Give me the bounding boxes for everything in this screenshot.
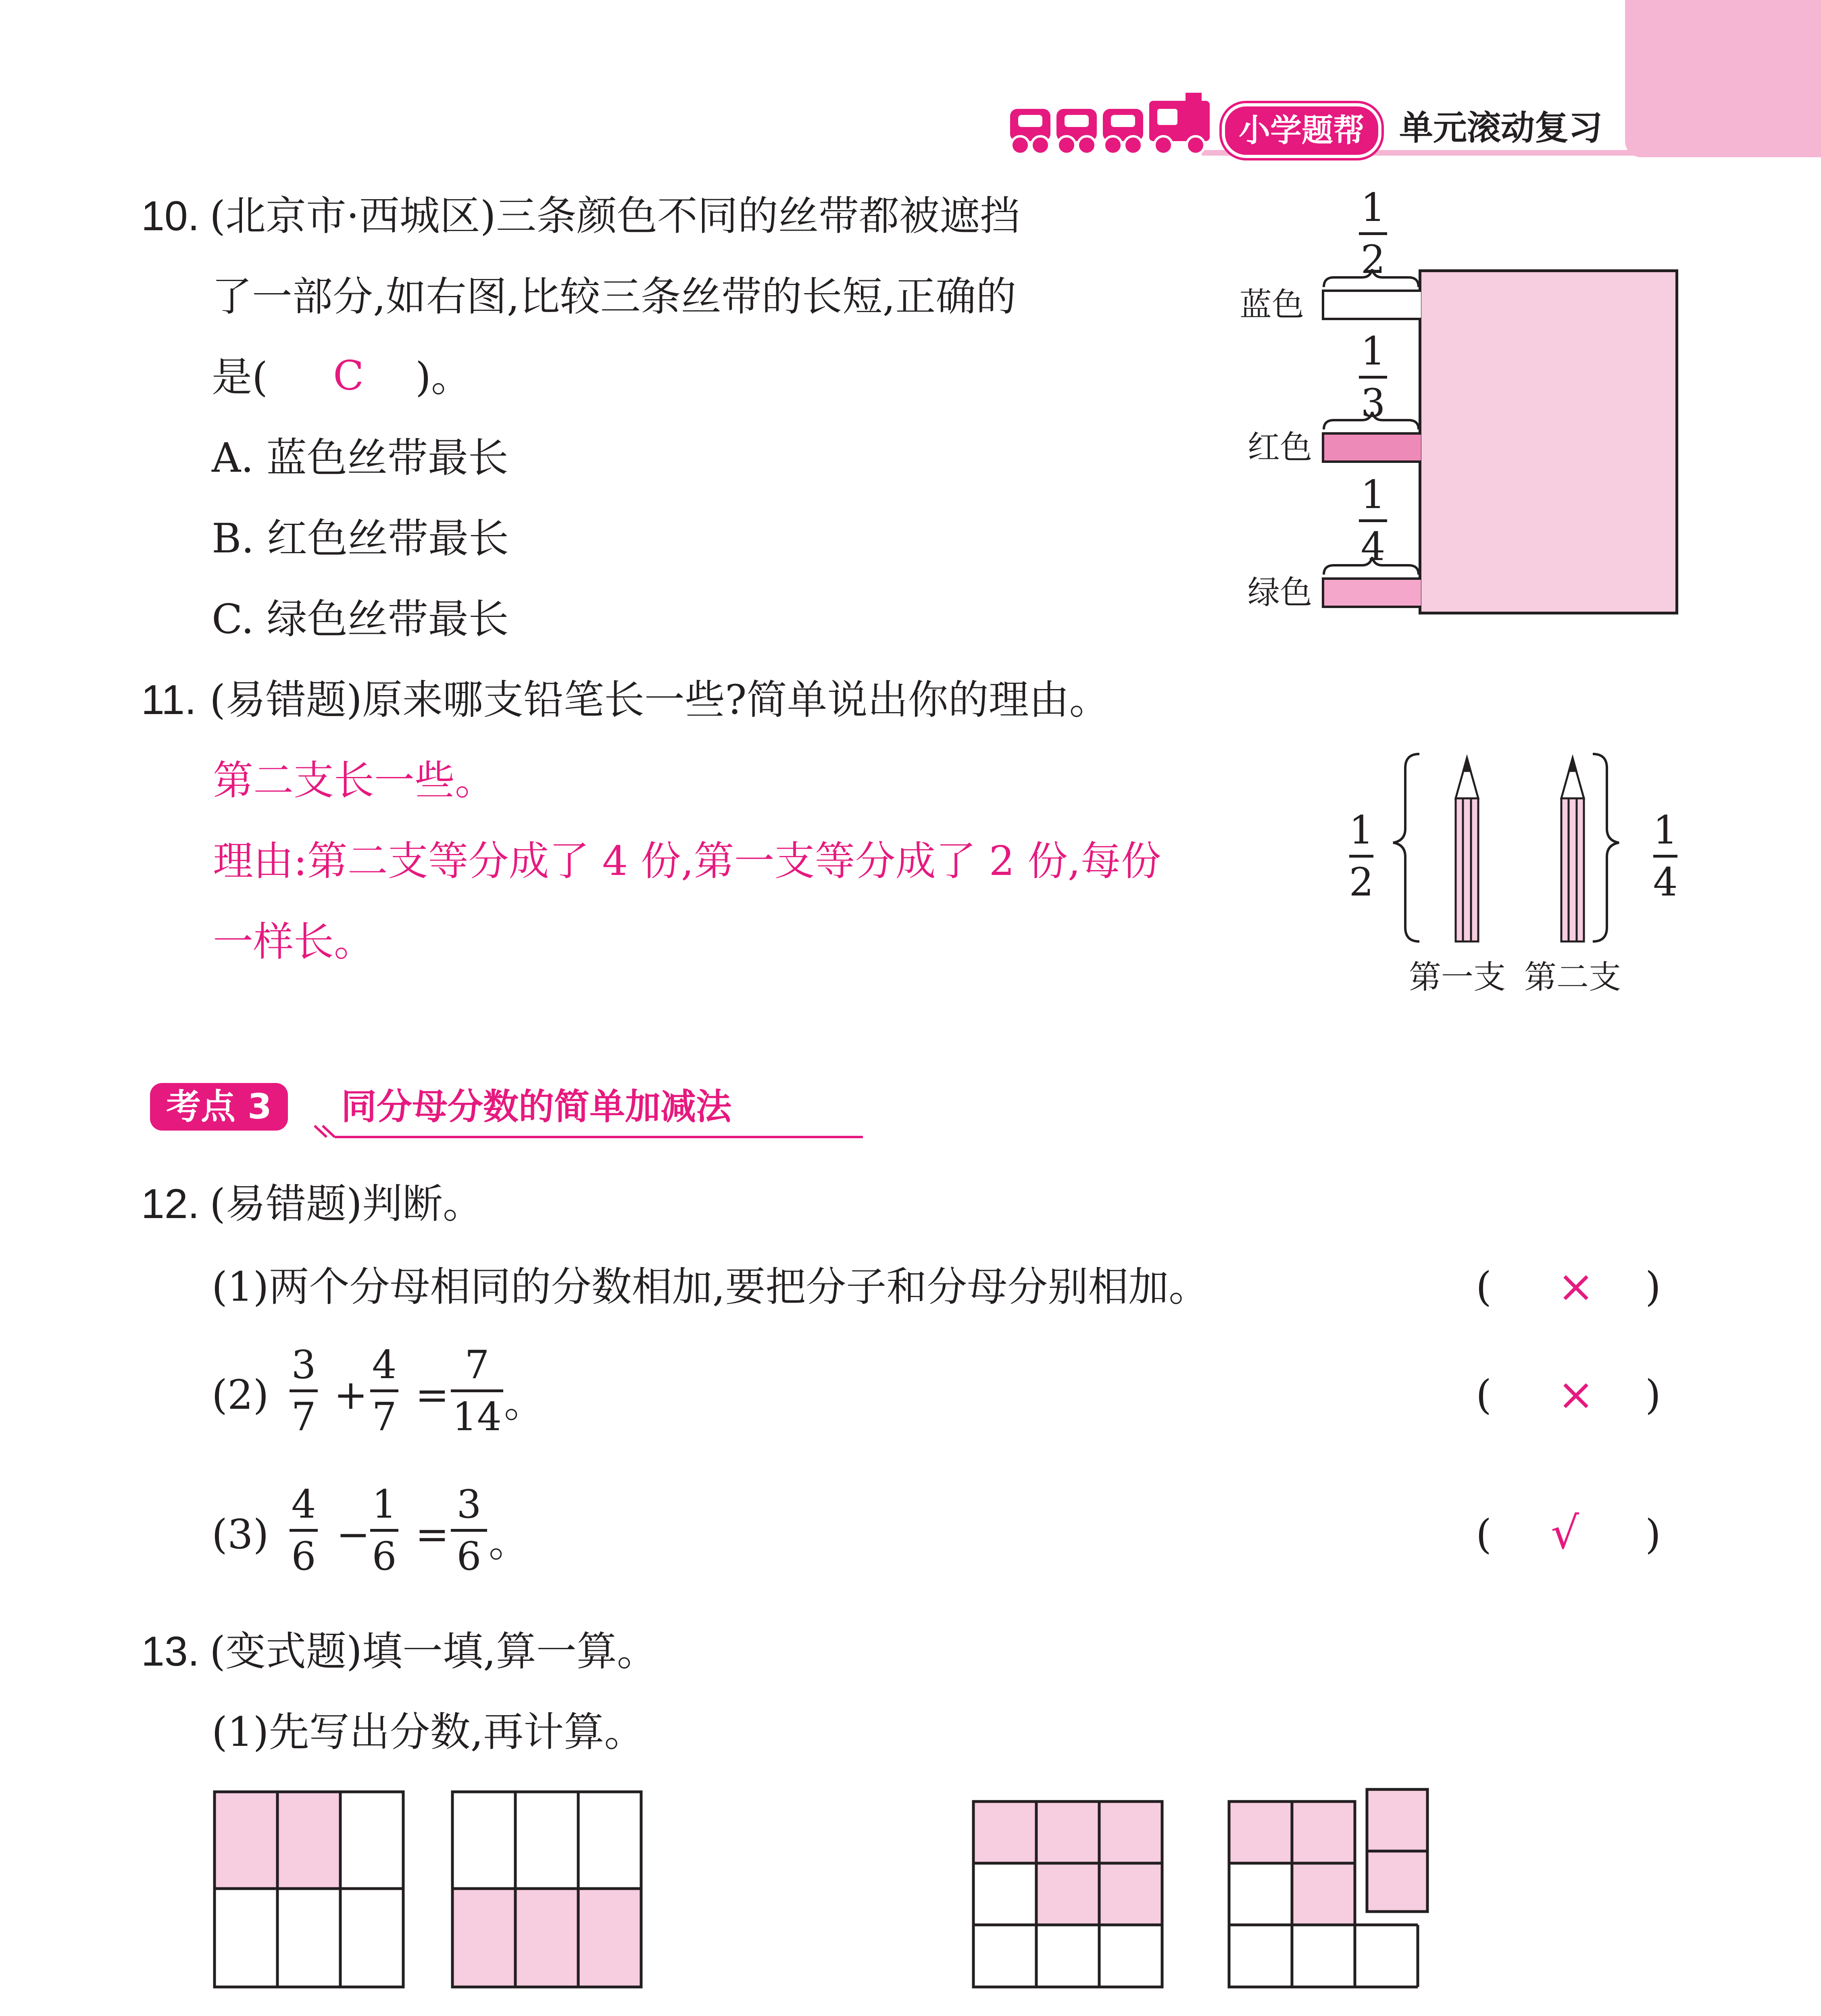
q12-item1-paren-close: ) xyxy=(1645,1263,1661,1310)
grid-3-sixths xyxy=(451,1790,644,1990)
fraction-numerator: 1 xyxy=(1653,808,1678,853)
q11-stem: (易错题)原来哪支铅笔长一些?简单说出你的理由。 xyxy=(210,676,1110,723)
q12-item3-fraction-c xyxy=(451,1482,487,1579)
fraction-numerator: 1 xyxy=(372,1482,397,1527)
q12-item1-paren-open: ( xyxy=(1476,1263,1492,1310)
fraction-numerator: 1 xyxy=(1361,472,1386,517)
fraction-numerator: 1 xyxy=(1349,808,1374,853)
fraction-denominator: 7 xyxy=(372,1394,397,1439)
q13-stem: (变式题)填一填,算一算。 xyxy=(210,1628,657,1675)
q12-item3-fraction-a xyxy=(290,1482,318,1579)
pencils-figure xyxy=(1359,750,1649,952)
fraction-denominator: 14 xyxy=(452,1394,502,1439)
ribbon-green-fraction xyxy=(1359,473,1387,569)
ribbon-red-fraction xyxy=(1359,329,1387,425)
q10-number: 10. xyxy=(141,193,200,240)
q10-stem-line2: 了一部分,如右图,比较三条丝带的长短,正确的 xyxy=(212,273,1017,320)
q12-item2-paren-close: ) xyxy=(1645,1371,1661,1418)
section-underline xyxy=(310,1121,867,1145)
fraction-numerator: 7 xyxy=(465,1342,490,1387)
q12-item3-op: − xyxy=(336,1511,370,1558)
grid-5-ninths xyxy=(972,1800,1165,1989)
fraction-denominator: 4 xyxy=(1361,524,1386,569)
q12-item2-paren-open: ( xyxy=(1476,1371,1492,1418)
q10-stem-line1: (北京市·西城区)三条颜色不同的丝带都被遮挡 xyxy=(210,192,1020,240)
q12-item2-fraction-a xyxy=(290,1343,318,1439)
pencil2-fraction xyxy=(1653,808,1677,904)
ribbon-red-label: 红色 xyxy=(1248,429,1312,466)
fraction-denominator: 6 xyxy=(372,1534,397,1579)
q10-stem-line3-post: )。 xyxy=(415,354,472,401)
q12-stem: (易错题)判断。 xyxy=(210,1180,483,1227)
fraction-denominator: 6 xyxy=(291,1534,316,1579)
pencil1-label: 第一支 xyxy=(1409,958,1506,996)
q12-item3-eq: = xyxy=(415,1511,449,1558)
fraction-numerator: 1 xyxy=(1361,185,1386,230)
q11-answer-line2[interactable]: 理由:第二支等分成了 4 份,第一支等分成了 2 份,每份 xyxy=(213,837,1161,885)
pencil1-fraction xyxy=(1349,808,1373,904)
q12-item3-end: 。 xyxy=(489,1519,529,1566)
q12-item1-answer[interactable]: × xyxy=(1557,1260,1595,1312)
q12-item2-fraction-c xyxy=(451,1343,503,1439)
q12-item2-eq: = xyxy=(415,1371,449,1418)
fraction-denominator: 3 xyxy=(1361,381,1386,426)
q12-item3-answer[interactable]: √ xyxy=(1551,1507,1579,1559)
header-title: 单元滚动复习 xyxy=(1399,108,1603,148)
q12-item3-fraction-b xyxy=(370,1482,398,1579)
q12-item2-op: + xyxy=(334,1371,368,1418)
q12-item2-fraction-b xyxy=(370,1343,398,1439)
fraction-numerator: 3 xyxy=(291,1342,316,1387)
q12-item2-end: 。 xyxy=(504,1379,544,1427)
fraction-numerator: 4 xyxy=(291,1482,316,1527)
fraction-denominator: 7 xyxy=(291,1394,316,1439)
ribbon-green xyxy=(1322,577,1421,608)
q10-option-c: C. 绿色丝带最长 xyxy=(212,596,509,643)
q12-number: 12. xyxy=(141,1181,200,1227)
q12-item3-paren-open: ( xyxy=(1476,1511,1492,1558)
q12-item3-paren-close: ) xyxy=(1645,1511,1661,1558)
q10-answer[interactable]: C xyxy=(333,352,364,399)
fraction-numerator: 3 xyxy=(456,1482,481,1527)
section-title: 同分母分数的简单加减法 xyxy=(341,1086,732,1127)
fraction-numerator: 4 xyxy=(372,1342,397,1387)
q13-part1-label: (1)先写出分数,再计算。 xyxy=(212,1708,645,1756)
section-tag: 考点 3 xyxy=(150,1083,288,1131)
ribbon-green-label: 绿色 xyxy=(1248,574,1312,611)
fraction-denominator: 2 xyxy=(1349,860,1374,905)
fraction-denominator: 6 xyxy=(456,1534,481,1579)
header-brand: 小学题帮 xyxy=(1222,103,1381,158)
q10-option-a: A. 蓝色丝带最长 xyxy=(212,434,508,481)
q11-answer-line3[interactable]: 一样长。 xyxy=(213,918,374,965)
q12-item3-label: (3) xyxy=(212,1511,269,1558)
q11-number: 11. xyxy=(141,677,196,723)
train-icon xyxy=(1008,93,1218,157)
pencil2-label: 第二支 xyxy=(1524,958,1621,996)
header-corner-tab xyxy=(1625,0,1821,157)
q12-item2-label: (2) xyxy=(212,1371,269,1418)
q13-number: 13. xyxy=(141,1628,200,1675)
q10-option-b: B. 红色丝带最长 xyxy=(212,515,509,562)
q11-answer-line1[interactable]: 第二支长一些。 xyxy=(213,757,495,804)
q10-stem-line3-pre: 是( xyxy=(212,354,268,401)
ribbon-cover-block xyxy=(1419,269,1678,614)
grid-2-sixths xyxy=(213,1790,406,1990)
ribbon-blue-fraction xyxy=(1359,185,1387,282)
q12-item1-label: (1)两个分母相同的分数相加,要把分子和分母分别相加。 xyxy=(212,1263,1209,1310)
grid-3-ninths-after-removal xyxy=(1227,1788,1437,1989)
q12-item2-answer[interactable]: × xyxy=(1557,1368,1595,1420)
fraction-denominator: 2 xyxy=(1361,237,1386,282)
ribbon-blue-label: 蓝色 xyxy=(1240,286,1304,323)
fraction-numerator: 1 xyxy=(1361,329,1386,374)
fraction-denominator: 4 xyxy=(1653,860,1678,905)
